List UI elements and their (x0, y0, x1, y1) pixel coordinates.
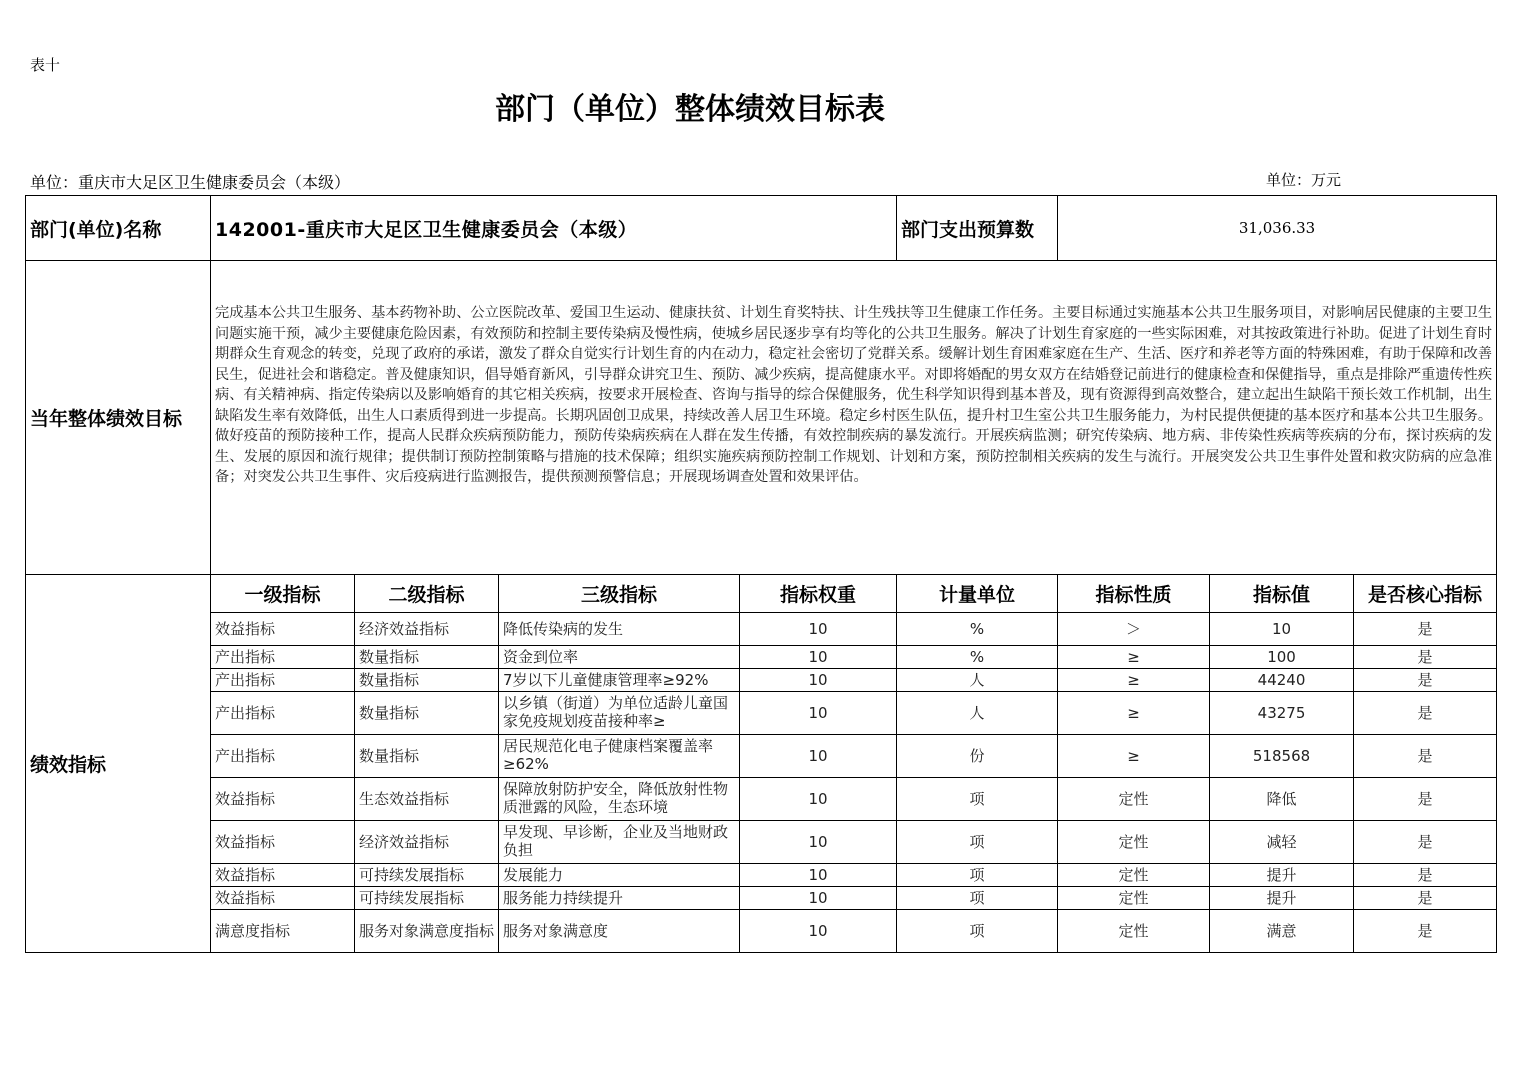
l1-cell: 效益指标 (211, 864, 355, 887)
table-row (26, 864, 1497, 887)
value-cell: 43275 (1210, 692, 1354, 735)
nature-cell: 定性 (1058, 910, 1210, 953)
l3-text: 居民规范化电子健康档案覆盖率≥62% (503, 737, 714, 773)
l1-cell: 效益指标 (211, 821, 355, 864)
nature-cell: 定性 (1058, 864, 1210, 887)
value-cell: 44240 (1210, 669, 1354, 692)
value-cell: 100 (1210, 646, 1354, 669)
table-row (26, 887, 1497, 910)
l1-cell: 产出指标 (211, 669, 355, 692)
l1-cell: 产出指标 (211, 735, 355, 778)
goal-text: 完成基本公共卫生服务、基本药物补助、公立医院改革、爱国卫生运动、健康扶贫、计划生育奖特扶、计生残扶等卫生健康工作任务。主要目标通过实施基本公共卫生服务项目，对影响居民健康的主要卫生问题实施干预，减少主要健康危险因素，有效预防和控制主要传染病及慢性病，使城乡居民逐步享有均等化的公共卫生服务。解决了计划生育家庭的一些实际困难，对其按政策进行补助。促进了计划生育时期群众生育观念的转变，兑现了政府的承诺，激发了群众自觉实行计划生育的内在动力，稳定社会密切了党群关系。缓解计划生育困难家庭在生产、生活、医疗和养老等方面的特殊困难，有助于保障和改善民生，促进社会和谐稳定。普及健康知识，倡导婚育新风，引导群众讲究卫生、预防、减少疾病，提高健康水平。对即将婚配的男女双方在结婚登记前进行的健康检查和保健指导，重点是排除严重遗传性疾病、有关精神病、指定传染病以及影响婚育的其它相关疾病，按要求开展检查、咨询与指导的综合保健服务，优生科学知识得到基本普及，现有资源得到高效整合，建立起出生缺陷干预长效工作机制，出生缺陷发生率有效降低，出生人口素质得到进一步提高。长期巩固创卫成果，持续改善人居卫生环境。稳定乡村医生队伍，提升村卫生室公共卫生服务能力，为村民提供便捷的基本医疗和基本公共卫生服务。做好疫苗的预防接种工作，提高人民群众疾病预防能力，预防传染病疾病在人群在发生传播，有效控制疾病的暴发流行。开展疾病监测；研究传染病、地方病、非传染性疾病等疾病的分布，探讨疾病的发生、发展的原因和流行规律；提供制订预防控制策略与措施的技术保障；组织实施疾病预防控制工作规划、计划和方案，预防控制相关疾病的发生与流行。开展突发公共卫生事件处置和救灾防病的应急准备；对突发公共卫生事件、灾后疫病进行监测报告，提供预测预警信息；开展现场调查处置和效果评估。 (211, 261, 1497, 575)
weight-cell: 10 (740, 864, 897, 887)
col-header: 二级指标 (355, 575, 499, 613)
nature-cell: ≥ (1058, 735, 1210, 778)
nature-cell: ≥ (1058, 692, 1210, 735)
weight-cell: 10 (740, 613, 897, 646)
col-header: 指标权重 (740, 575, 897, 613)
col-header: 计量单位 (897, 575, 1058, 613)
indicator-header-row (26, 575, 1497, 613)
l2-cell: 数量指标 (355, 646, 499, 669)
currency-unit-label: 单位：万元 (1266, 171, 1342, 189)
value-cell: 满意 (1210, 910, 1354, 953)
l2-cell: 可持续发展指标 (355, 887, 499, 910)
l3-cell: 降低传染病的发生 (499, 613, 740, 646)
l1-cell: 满意度指标 (211, 910, 355, 953)
table-row (26, 613, 1497, 646)
weight-cell: 10 (740, 821, 897, 864)
weight-cell: 10 (740, 887, 897, 910)
weight-cell: 10 (740, 910, 897, 953)
nature-cell: ≥ (1058, 646, 1210, 669)
table-row (26, 821, 1497, 864)
core-cell: 是 (1354, 821, 1497, 864)
unit-cell: 项 (897, 910, 1058, 953)
weight-cell: 10 (740, 646, 897, 669)
budget-label: 部门支出预算数 (897, 196, 1058, 261)
l3-text: 保障放射防护安全，降低放射性物质泄露的风险，生态环境 (503, 780, 729, 816)
l2-cell: 经济效益指标 (355, 821, 499, 864)
core-cell: 是 (1354, 692, 1497, 735)
l3-cell (499, 735, 740, 778)
page-title: 部门（单位）整体绩效目标表 (495, 92, 885, 127)
org-unit-label: 单位：重庆市大足区卫生健康委员会（本级） (30, 173, 351, 192)
weight-cell: 10 (740, 692, 897, 735)
l1-cell: 效益指标 (211, 613, 355, 646)
l3-text: 以乡镇（街道）为单位适龄儿童国家免疫规划疫苗接种率≥ (503, 694, 729, 730)
core-cell: 是 (1354, 864, 1497, 887)
l2-cell: 经济效益指标 (355, 613, 499, 646)
l2-cell: 数量指标 (355, 692, 499, 735)
table-row (26, 735, 1497, 778)
nature-cell: 定性 (1058, 821, 1210, 864)
unit-cell: 人 (897, 692, 1058, 735)
value-cell: 518568 (1210, 735, 1354, 778)
value-cell: 降低 (1210, 778, 1354, 821)
core-cell: 是 (1354, 669, 1497, 692)
core-cell: 是 (1354, 646, 1497, 669)
unit-cell: 项 (897, 821, 1058, 864)
core-cell: 是 (1354, 887, 1497, 910)
core-cell: 是 (1354, 910, 1497, 953)
weight-cell: 10 (740, 669, 897, 692)
unit-cell: 项 (897, 887, 1058, 910)
goal-row (26, 261, 1497, 575)
value-cell: 提升 (1210, 864, 1354, 887)
unit-cell: % (897, 613, 1058, 646)
col-header: 指标值 (1210, 575, 1354, 613)
col-header: 指标性质 (1058, 575, 1210, 613)
core-cell: 是 (1354, 778, 1497, 821)
unit-cell: % (897, 646, 1058, 669)
dept-name-label: 部门(单位)名称 (26, 196, 211, 261)
unit-cell: 人 (897, 669, 1058, 692)
dept-name-value: 142001-重庆市大足区卫生健康委员会（本级） (211, 196, 897, 261)
nature-cell: ＞ (1058, 613, 1210, 646)
value-cell: 减轻 (1210, 821, 1354, 864)
table-row (26, 692, 1497, 735)
table-row (26, 910, 1497, 953)
unit-cell: 项 (897, 778, 1058, 821)
value-cell: 提升 (1210, 887, 1354, 910)
l2-cell: 服务对象满意度指标 (355, 910, 499, 953)
l3-cell: 发展能力 (499, 864, 740, 887)
l3-cell: 服务能力持续提升 (499, 887, 740, 910)
nature-cell: 定性 (1058, 887, 1210, 910)
value-cell: 10 (1210, 613, 1354, 646)
header-row (26, 196, 1497, 261)
core-cell: 是 (1354, 735, 1497, 778)
col-header: 一级指标 (211, 575, 355, 613)
nature-cell: 定性 (1058, 778, 1210, 821)
col-header: 三级指标 (499, 575, 740, 613)
weight-cell: 10 (740, 735, 897, 778)
unit-cell: 份 (897, 735, 1058, 778)
l3-cell: 7岁以下儿童健康管理率≥92% (499, 669, 740, 692)
l1-cell: 产出指标 (211, 646, 355, 669)
table-row (26, 669, 1497, 692)
nature-cell: ≥ (1058, 669, 1210, 692)
l3-cell (499, 778, 740, 821)
table-row (26, 778, 1497, 821)
l3-cell (499, 692, 740, 735)
table-row (26, 646, 1497, 669)
l3-cell (499, 821, 740, 864)
core-cell: 是 (1354, 613, 1497, 646)
performance-target-table (25, 195, 1497, 953)
l3-cell: 服务对象满意度 (499, 910, 740, 953)
l1-cell: 效益指标 (211, 887, 355, 910)
col-header: 是否核心指标 (1354, 575, 1497, 613)
goal-label: 当年整体绩效目标 (26, 261, 211, 575)
l2-cell: 可持续发展指标 (355, 864, 499, 887)
l2-cell: 数量指标 (355, 735, 499, 778)
indicators-label: 绩效指标 (26, 575, 211, 953)
weight-cell: 10 (740, 778, 897, 821)
l3-cell: 资金到位率 (499, 646, 740, 669)
unit-cell: 项 (897, 864, 1058, 887)
l1-cell: 产出指标 (211, 692, 355, 735)
budget-value: 31,036.33 (1058, 196, 1497, 261)
l2-cell: 数量指标 (355, 669, 499, 692)
table-number: 表十 (30, 56, 61, 74)
l3-text: 早发现、早诊断，企业及当地财政负担 (503, 823, 729, 859)
l2-cell: 生态效益指标 (355, 778, 499, 821)
l1-cell: 效益指标 (211, 778, 355, 821)
